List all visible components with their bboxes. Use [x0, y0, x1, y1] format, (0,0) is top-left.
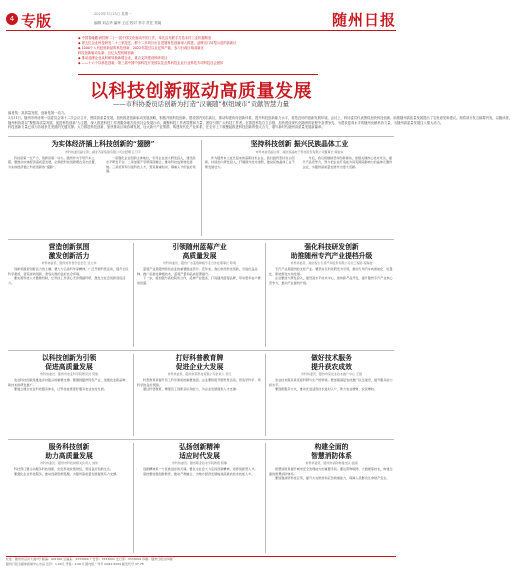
article-paragraph: 专汽产业是随州的支柱产业。要坚持以科技研发为引领，推动专用汽车向智能化、轻量化、新能源化方向发展。: [269, 267, 393, 276]
lead-line: ◆ 第五位企业科技研发二十三家技艺，都十二年项目出自进展科技创新深入推进，品牌出口转型示范的高新区: [78, 41, 237, 45]
article-paragraph: 作为随州本土成长起来的高新技术企业，我们始终坚持自主创新，持续加大研发投入，打破国外技术垄断，推动民族晶体工业不断发展壮大。: [205, 155, 295, 169]
intro-line: 科技创新力量已成为各地争先发展的关键支撑。大力推进科技创新，加快推动区域协调发展，壮大新兴产业集群，构建现代化产业体系，在全市上下凝聚起推进科技创新的强大合力，谱写新时代随州高质量发展新篇章。: [8, 125, 325, 130]
lead-line: ◆ ——十六个以科技创新，第三届中国中部科技开发园以及业界科技企业行业科技专项科技社会团体: [78, 61, 224, 65]
article: [205, 140, 394, 236]
footer-line: 随州日报全媒体新闻中心出品 定价：1.00元 零售：2.00元 国内统一刊号 CN42-0059 邮发代号 37-78: [6, 562, 144, 566]
article-byline: 市科协委员、随州市某科技有限公司负责人 李红: [167, 372, 232, 377]
article-paragraph: 科普教育是提升员工科学素质的重要途径。企业要积极开展科普活动，营造学科学、用科学的良好氛围。: [137, 378, 261, 387]
divider: [8, 136, 394, 137]
article-paragraph: 一是强化企业创新主体地位，引导企业加大研发投入，建设高水平研发平台。二是加强产学研深度融合，推动科技成果转化落地。三是培育和引进科技人才，营造尊重知识、尊重人才的良好氛围。: [106, 155, 196, 174]
article-paragraph: 要建立健全农业科技服务体系，让科技成果更好服务农业农村发展。: [14, 387, 107, 392]
intro-line: 编者按：高质量发展，创新是第一动力。: [8, 111, 68, 115]
article-body: [8, 267, 130, 285]
article-title: 以科技创新为引领 促进高质量发展: [41, 354, 97, 371]
article: [269, 243, 394, 347]
footer-line: 社址：随州市沿河大道7号 邮编：441300 总编室：3333000 广告部：3333001 发行部：3333002 印刷：随州日报社印刷厂: [6, 557, 176, 561]
article-title: 弘扬创新精神 适应时代发展: [179, 443, 220, 460]
article-title: 引领随州蓝莓产业 高质量发展: [172, 243, 227, 260]
article-title: 服务科技创新 助力高质量发展: [45, 443, 93, 460]
article-paragraph: 下一步，将加强与高校院所合作，延伸产业链条，打造随州蓝莓品牌，带动更多农户增收致富。: [137, 276, 261, 285]
article-paragraph: 农业科技创新是推进乡村振兴的重要支撑。要围绕随州特色产业，加强农业新品种、新技术的研发推广。: [8, 378, 129, 387]
divider: [133, 243, 134, 347]
article-paragraph: 科技部门要主动服务科技创新，优化科技政策供给，营造良好创新生态。: [14, 467, 113, 472]
intro-line: 3月11日，随州市科协第一届委员会第十二次会议召开，围绕高质量发展，加快推进创新驱动发展战略，积极开展科技创新，建设国内知名新区，推动构建协同创新体系，提升科技创新能力水平，营造良好的创新发展环境。会议上，科协委员代表围绕加快科技创新，助推随州高质量发展提出了宝贵意见和建议。现将部分发言摘要刊发，以飨读者。: [8, 115, 512, 120]
page-footer: [6, 556, 396, 566]
article: [137, 443, 262, 553]
article-byline: 市科协委员副主席、湖北泰晶电子科技股份有限公司董事长 喻信东: [255, 149, 344, 154]
divider: [265, 243, 266, 347]
divider: [8, 239, 394, 240]
article-paragraph: 今后，我们将继续坚持创新驱动，加强关键核心技术攻关，提升产品竞争力，努力把企业打造成为具有国际影响力的晶体元器件企业，为随州高质量发展作出更大贡献。: [302, 155, 393, 169]
article-body: [137, 378, 262, 392]
article-body: [269, 267, 394, 285]
article: [269, 354, 394, 436]
divider: [8, 439, 394, 440]
article: [269, 443, 394, 553]
article-byline: 市科协委员、随州市消防救援支队 赵刚: [305, 461, 358, 466]
article-paragraph: 企业要加大研发投入，建设高水平技术中心，加快新产品开发，提升随州专汽产业核心竞争力，推动产业提档升级。: [269, 276, 393, 285]
article-body: [269, 467, 394, 481]
article-body: [137, 467, 262, 476]
article-paragraph: 通过科普教育，增强员工创新意识和能力，为企业发展提供人才支撑。: [143, 387, 239, 392]
article-body: [205, 156, 394, 170]
article: [8, 354, 130, 436]
article-byline: 市科协委员、随州广水蓝莓种植专业合作社理事长 陈明: [163, 261, 236, 266]
article-paragraph: 高校要加强创新教育，推动产教融合，为地方经济发展输送高素质技术技能人才。: [143, 471, 255, 476]
article-paragraph: 要强化企业科技服务，推动创新资源集聚，为随州高质量发展提供有力支撑。: [14, 471, 120, 476]
divider: [265, 354, 266, 436]
lead-rule: [78, 74, 318, 75]
article-byline: 市科协委员、随州市农业科学院研究员 何俊: [40, 372, 98, 377]
article-paragraph: 要创新服务方式，推动先进适用技术进村入户，助力农业增效、农民增收。: [275, 387, 378, 392]
lead-line: ◆ 推动品牌企业从科研转换新增企业，重点支持建设科研项目: [78, 56, 168, 60]
article-body: [8, 156, 198, 174]
lead-line: 科技创新驱动从新、百亿大型机械创新: [78, 51, 135, 55]
article-title: 为实体经济插上科技创新的“翅膀”: [51, 140, 155, 148]
page-header: [6, 10, 396, 36]
article: [8, 140, 198, 236]
article-paragraph: 要加强消防科技应用，提升火灾防控和应急救援能力，保障人民群众生命财产安全。: [275, 476, 390, 481]
main-title: 以科技创新驱动高质量发展: [90, 81, 312, 102]
article-paragraph: 科技是第一生产力，创新是第一动力。随州作为专用汽车之都，要推动实体经济高质量发展，必须把科技创新摆在突出位置，为实体经济插上科技创新的“翅膀”。: [8, 155, 98, 169]
article-byline: 市科协委员、随州职业技术学院教授 陈静: [172, 461, 227, 466]
intro-line: 随州科协将以“聚焦高质量发展，促进科技创新”为主题，深入推进科技工作者服务地方经济社会发展行动，凝聚科技工作者智慧和力量，团结引领广大科技工作者，在推进科技自立自强、加快建设现代化随州的征程中奋勇争先，为建设更高水平的随州贡献科协力量，为随州高质量发展注入强大动力。: [8, 120, 444, 125]
article-title: 营造创新氛围 激发创新活力: [48, 243, 90, 260]
article-byline: 市科协委员、随州市某农业技术推广中心 王强: [301, 372, 362, 377]
article-paragraph: 创新精神是一个民族进步的灵魂。要在全社会大力弘扬创新精神，培养创新型人才。: [143, 467, 258, 472]
article: [137, 243, 262, 347]
header-editors: 编辑 刘志华 编审 王红 校对 李平 责任 郑闻: [94, 21, 162, 25]
divider: [8, 350, 394, 351]
divider: [201, 140, 202, 236]
lead-line: ◆ 1000个入有经营新品的科技创新，2022年超过以百亿的产能，参与行政区域高新区: [78, 46, 204, 50]
article-paragraph: 要完善科技人才激励机制，让科技工作者心无旁骛搞科研，激发全社会创新创造活力。: [8, 276, 126, 285]
article-title: 打好科普教育牌 促进企业大发展: [175, 354, 224, 371]
article-byline: 市科协委员、随州市科技局相关负责人 刘伟: [40, 461, 98, 466]
divider: [133, 354, 134, 436]
article-byline: 市科协委员、湖北程力专用汽车股份有限公司总工程师 程海波: [290, 261, 373, 266]
article-body: [137, 267, 262, 285]
divider: [265, 443, 266, 553]
article: [137, 354, 262, 436]
article: [8, 243, 130, 347]
article-title: 做好技术服务 提升获农成效: [311, 354, 352, 371]
section-badge: 4: [6, 13, 18, 25]
masthead-logo: 随州日报: [331, 11, 396, 29]
header-date: 2023年3月13日 星期一: [94, 12, 132, 16]
header-rule: [6, 30, 396, 31]
article-paragraph: 蓝莓产业是随州特色农业的重要组成部分。近年来，我们依托科技创新，引进优良品种，推广标准化种植技术，蓝莓产量和品质显著提升。: [137, 267, 258, 276]
article-paragraph: 智慧消防是提升城市安全治理能力的重要手段。要运用物联网、大数据等技术，构建全面的智慧消防体系。: [269, 467, 393, 476]
article-byline: 市科协委员、随州市科普学会会长 张立华: [41, 261, 97, 266]
article-paragraph: 农业技术服务是连接科研与生产的桥梁。要加强基层农技推广队伍建设，提升服务能力和水平。: [269, 378, 393, 387]
divider: [133, 443, 134, 553]
article-body: [269, 378, 394, 392]
article-title: 坚持科技创新 振兴民族晶体工业: [250, 140, 349, 148]
article-byline: 市科协委员副主席、湖北齐星集团有限公司总经理 江月平: [65, 149, 141, 154]
sub-title: ——市科协委员话创新为打造“汉襄随”枢纽城市“贡献智慧力量: [112, 100, 290, 108]
article-paragraph: 创新氛围是创新活力的土壤。要大力弘扬科学家精神，广泛开展科普活动，提升全民科学素质，营造崇尚创新、宽容失败的良好社会环境。: [8, 267, 129, 276]
article: [8, 443, 130, 553]
lead-summary: [78, 36, 318, 66]
article-body: [8, 467, 130, 476]
editor-note: [8, 111, 512, 130]
article-title: 构建全面的 智慧消防体系: [311, 443, 352, 460]
article-title: 强化科技研发创新 助推随州专汽产业提档升级: [290, 243, 373, 260]
lead-line: ◆ 中国春晚藏·跨国杯二十一届中国文化驱动中国工作，率先宣布联手打造本村工业机器制造: [78, 36, 212, 40]
section-name: 专版: [21, 12, 52, 30]
article-body: [8, 378, 130, 392]
